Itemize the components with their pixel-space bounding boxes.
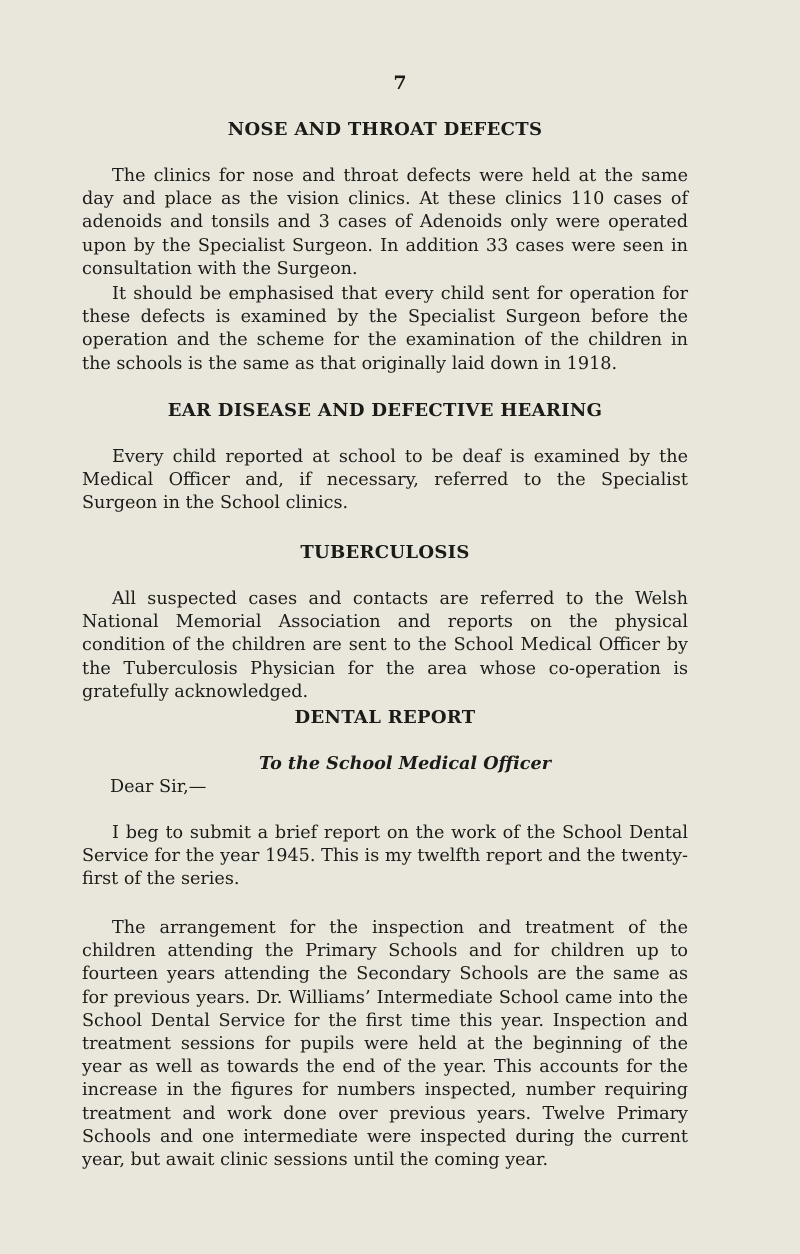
paragraph-tuberculosis-1 — [82, 588, 688, 704]
dental-addressee-block — [82, 752, 688, 775]
paragraph-text: It should be emphasised that every child sent for operation for these defects is examined by the Specialist Surgeon before the operation and the scheme for the examination of the children in the schools is the same as that originally laid down in 1918. — [82, 284, 688, 374]
page-number: 7 — [393, 72, 407, 94]
heading-ear: EAR DISEASE AND DEFECTIVE HEARING — [167, 400, 603, 421]
paragraph-text: The arrangement for the inspection and treatment of the children attending the Primary Schools and for children up to fourteen years attending the Secondary Schools are the same as for previous years. Dr. Williams’ Intermediate School came into the School Dental Service for the first time this year. Inspection and treatment sessions for pupils were held at the beginning of the year as well as towards the end of the year. This accounts for the increase in the figures for numbers inspected, number requiring treatment and work done over previous years. Twelve Primary Schools and one intermediate were inspected during the current year, but await clinic sessions until the coming year. — [82, 918, 688, 1171]
heading-nose-throat: NOSE AND THROAT DEFECTS — [227, 119, 543, 140]
heading-dental: DENTAL REPORT — [294, 707, 476, 728]
paragraph-nose-throat-1 — [82, 165, 688, 281]
paragraph-ear-1 — [82, 446, 688, 516]
paragraph-text: Every child reported at school to be deaf is examined by the Medical Officer and, if necessary, referred to the Specialist Surgeon in the School clinics. — [82, 447, 688, 514]
dental-salutation: Dear Sir,— — [110, 777, 207, 797]
paragraph-text: All suspected cases and contacts are referred to the Welsh National Memorial Association and reports on the physical condition of the children are sent to the School Medical Officer by the Tuberculosis Physician for the area whose co-operation is gratefully acknowledged. — [82, 589, 688, 702]
dental-addressee: To the School Medical Officer — [259, 753, 551, 774]
paragraph-dental-1 — [82, 822, 688, 892]
section-ear — [82, 399, 688, 423]
dental-salutation-block — [110, 776, 206, 799]
paragraph-text: The clinics for nose and throat defects were held at the same day and place as the vision clinics. At these clinics 110 cases of adenoids and tonsils and 3 cases of Adenoids only were operated upon by the Specialist Surgeon. In addition 33 cases were seen in consultation with the Surgeon. — [82, 166, 688, 279]
paragraph-dental-2 — [82, 917, 688, 1172]
paragraph-text: I beg to submit a brief report on the work of the School Dental Service for the year 1945. This is my twelfth report and the twenty-first of the series. — [82, 823, 688, 890]
section-dental — [82, 706, 688, 730]
heading-tuberculosis: TUBERCULOSIS — [300, 542, 470, 563]
section-nose-throat — [82, 118, 688, 142]
paragraph-nose-throat-2 — [82, 283, 688, 376]
section-tuberculosis — [82, 541, 688, 565]
